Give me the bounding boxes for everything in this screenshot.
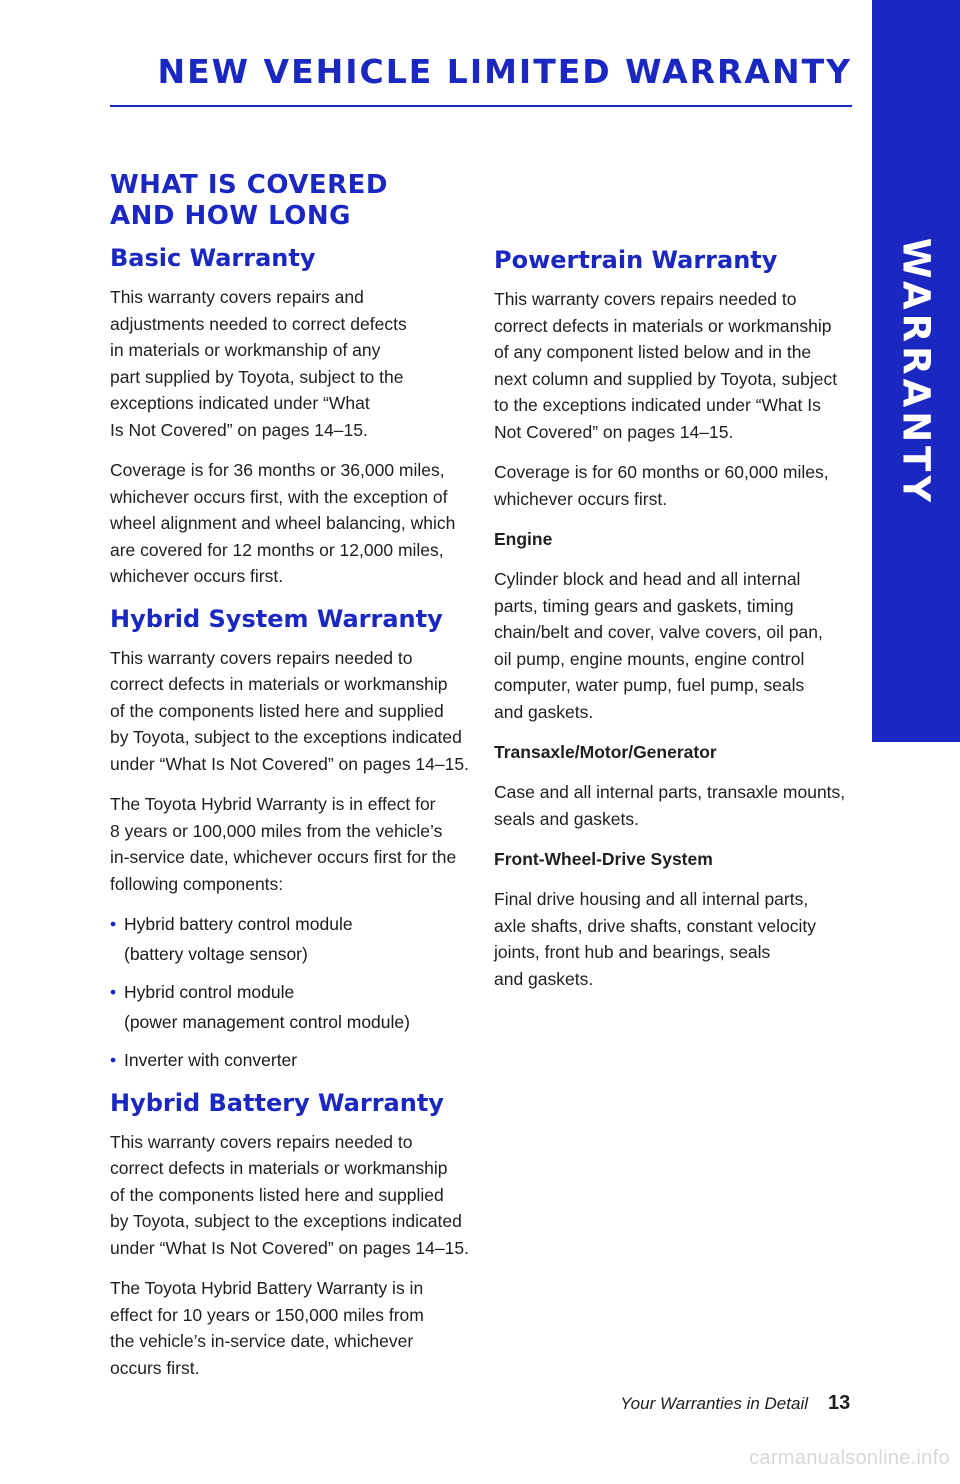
section-title: WHAT IS COVERED AND HOW LONG [110,170,389,231]
basic-warranty-heading: Basic Warranty [110,244,316,272]
hybrid-battery-heading: Hybrid Battery Warranty [110,1088,444,1117]
side-tab-label: WARRANTY [894,237,938,507]
transaxle-text: Case and all internal parts, transaxle mounts, seals and gaskets. [494,782,846,829]
engine-heading: Engine [494,529,553,549]
powertrain-text-1: This warranty covers repairs needed to correct defects in materials or workmanship of any component listed below and in the next column and supplied by Toyota, subject to the exceptions indicated under “What Is Not Covered” on pages 14–15. [494,289,838,442]
fwd-text: Final drive housing and all internal parts, axle shafts, drive shafts, constant velocity joints, front hub and bearings, seals and gaskets. [494,889,816,989]
hybrid-system-heading: Hybrid System Warranty [110,604,443,633]
basic-warranty-text-2: Coverage is for 36 months or 36,000 miles, whichever occurs first, with the exception of wheel alignment and wheel balancing, which are covered for 12 months or 12,000 miles, whichever occurs first. [110,460,456,586]
powertrain-heading: Powertrain Warranty [494,246,778,274]
bullet-detail: (power management control module) [124,1011,410,1032]
right-column [494,245,854,1006]
fwd-heading: Front-Wheel-Drive System [494,849,713,869]
bullet-label: Inverter with converter [124,1050,298,1070]
list-item [110,979,470,1035]
hybrid-system-text-1: This warranty covers repairs needed to correct defects in materials or workmanship of the components listed here and supplied by Toyota, subject to the exceptions indicated under “What Is Not Covered” on pages 14–15. [110,647,469,774]
transaxle-heading: Transaxle/Motor/Generator [494,742,717,762]
basic-warranty-text-1: This warranty covers repairs and adjustments needed to correct defects in materials or workmanship of any part supplied by Toyota, subject to the exceptions indicated under “What Is Not Covered” on pages 14–15. [110,287,407,440]
engine-text: Cylinder block and head and all internal parts, timing gears and gaskets, timing chain/belt and cover, valve covers, oil pan, oil pump, engine mounts, engine control computer, water pump, fuel pump, seals and gaskets. [494,569,823,722]
hybrid-system-text-2: The Toyota Hybrid Warranty is in effect for 8 years or 100,000 miles from the vehicle’s in-service date, whichever occurs first for the following components: [110,794,457,894]
list-item [110,1047,470,1074]
bullet-label: Hybrid control module [124,982,295,1002]
left-column [110,243,470,1395]
page-title: NEW VEHICLE LIMITED WARRANTY [157,52,852,91]
footer-caption: Your Warranties in Detail [620,1394,808,1413]
powertrain-text-2: Coverage is for 60 months or 60,000 miles, whichever occurs first. [494,462,829,509]
bullet-icon: • [110,1050,117,1070]
list-item [110,911,470,967]
page-number: 13 [828,1392,851,1414]
bullet-icon: • [110,982,117,1002]
hybrid-battery-text-2: The Toyota Hybrid Battery Warranty is in effect for 10 years or 150,000 miles from the vehicle’s in-service date, whichever occurs first. [110,1278,424,1378]
bullet-label: Hybrid battery control module [124,914,353,934]
bullet-detail: (battery voltage sensor) [124,943,308,964]
watermark: carmanualsonline.info [749,1447,950,1469]
bullet-icon: • [110,914,117,934]
hybrid-battery-text-1: This warranty covers repairs needed to correct defects in materials or workmanship of the components listed here and supplied by Toyota, subject to the exceptions indicated under “What Is Not Covered” on pages 14–15. [110,1131,469,1258]
title-divider [110,105,852,107]
